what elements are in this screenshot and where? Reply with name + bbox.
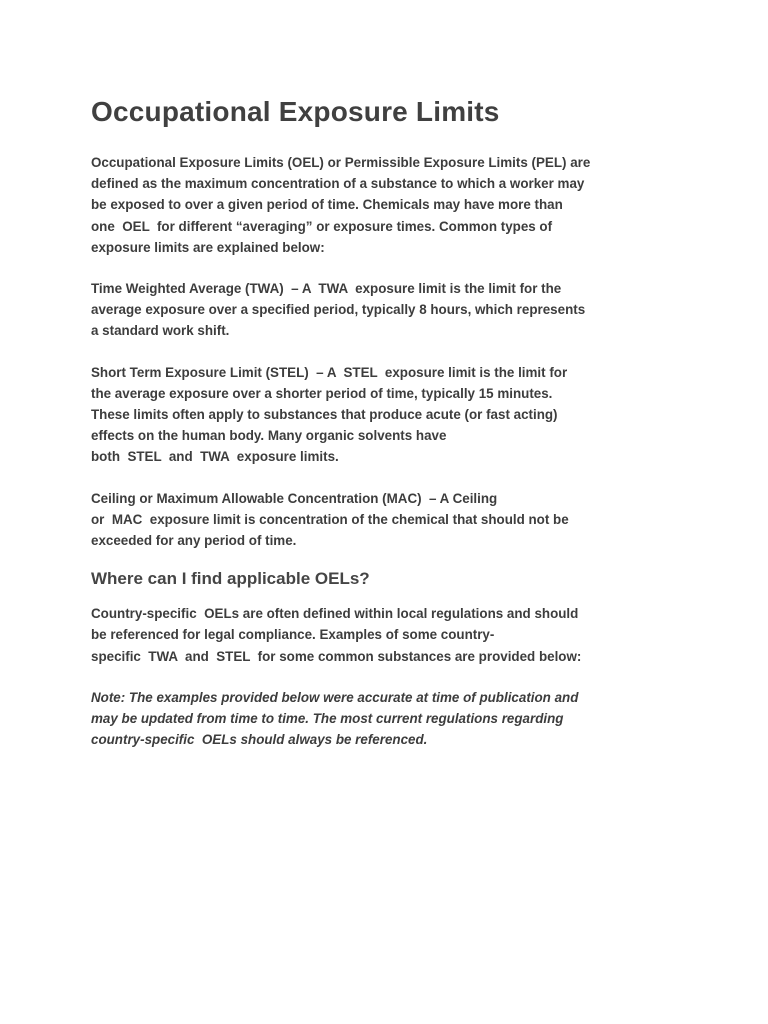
section-heading: Where can I find applicable OELs? [91,569,370,589]
text-line: exceeded for any period of time. [91,533,297,549]
text-line: Country-specific OELs are often defined within local regulations and should [91,606,579,622]
intro-paragraph [91,152,691,258]
stel-paragraph [91,362,691,468]
text-line: be referenced for legal compliance. Examples of some country- [91,627,495,643]
document-page [91,94,691,770]
text-line: defined as the maximum concentration of a substance to which a worker may [91,176,585,192]
page-title: Occupational Exposure Limits [91,96,500,127]
text-line: be exposed to over a given period of time. Chemicals may have more than [91,197,563,213]
country-paragraph [91,603,691,667]
text-line: Note: The examples provided below were accurate at time of publication and [91,689,579,705]
twa-paragraph [91,278,691,342]
text-line: may be updated from time to time. The most current regulations regarding [91,711,564,727]
text-line: a standard work shift. [91,323,230,339]
text-line: country-specific OELs should always be referenced. [91,732,428,748]
mac-paragraph [91,488,691,552]
text-line: Short Term Exposure Limit (STEL) – A STEL exposure limit is the limit for [91,364,568,380]
text-line: These limits often apply to substances that produce acute (or fast acting) [91,407,558,423]
text-line: effects on the human body. Many organic solvents have [91,428,447,444]
text-line: one OEL for different “averaging” or exposure times. Common types of [91,218,553,234]
text-line: Occupational Exposure Limits (OEL) or Permissible Exposure Limits (PEL) are [91,155,591,170]
text-line: specific TWA and STEL for some common substances are provided below: [91,648,582,664]
text-line: the average exposure over a shorter period of time, typically 15 minutes. [91,385,553,401]
text-line: Time Weighted Average (TWA) – A TWA exposure limit is the limit for the [91,281,562,297]
text-line: average exposure over a specified period, typically 8 hours, which represents [91,302,586,318]
note-paragraph [91,687,691,751]
text-line: Ceiling or Maximum Allowable Concentration (MAC) – A Ceiling [91,490,498,506]
text-line: exposure limits are explained below: [91,239,325,255]
text-line: both STEL and TWA exposure limits. [91,449,339,465]
text-line: or MAC exposure limit is concentration of the chemical that should not be [91,511,569,527]
